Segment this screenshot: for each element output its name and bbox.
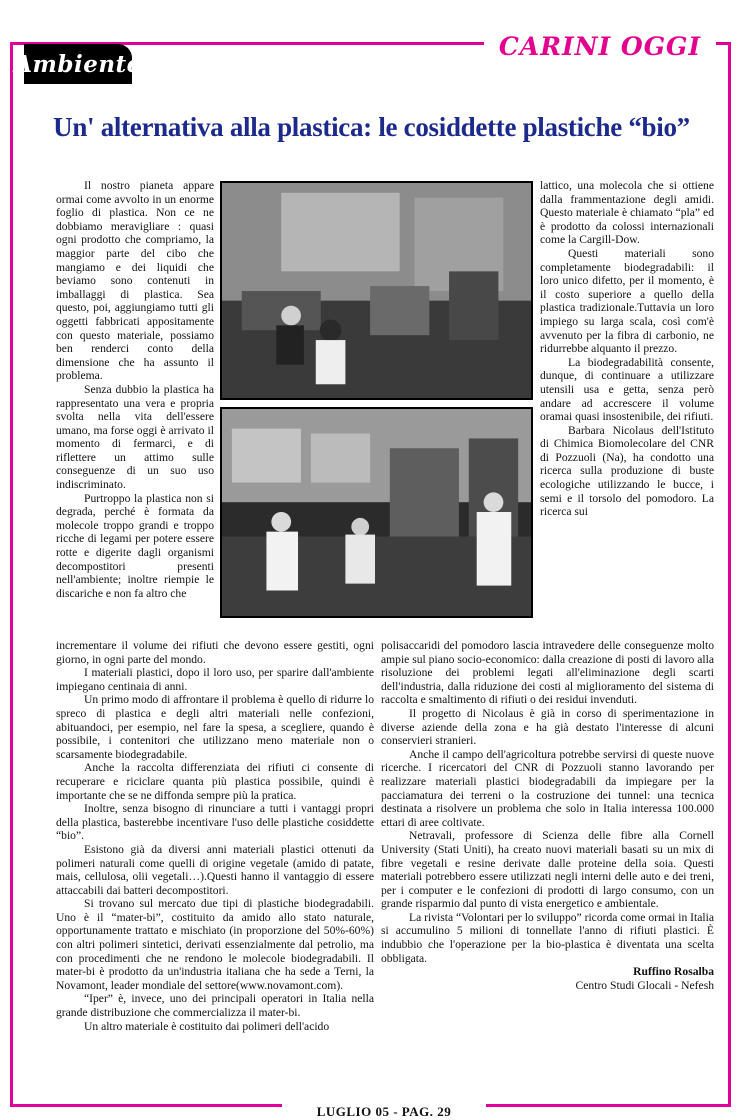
paragraph: Anche la raccolta differenziata dei rifiuti ci consente di recuperare e riciclare quanta più plastica possibile, quindi è importante che se ne diffonda sempre più la pratica. bbox=[56, 761, 374, 802]
section-label bbox=[14, 44, 142, 84]
article-column-left bbox=[56, 179, 214, 600]
article-column-bottom-left bbox=[56, 639, 374, 1033]
lab-photo-bottom bbox=[220, 407, 533, 618]
paragraph: Questi materiali sono completamente biodegradabili: il loro unico difetto, per il momento, è il costo superiore a quello della plastica tradizionale.Tuttavia un loro impiego su larga scala, così com'è avvenuto per la fibra di carbonio, ne ridurrebbe alquanto il prezzo. bbox=[540, 246, 714, 356]
paragraph: Purtroppo la plastica non si degrada, perché è formata da molecole troppo grandi e troppo ricche di legami per potere essere rotte e digerite dagli organismi decompostitori presenti nell'ambiente; inoltre riempie le discariche e non fa altro che bbox=[56, 491, 214, 600]
paragraph: Inoltre, senza bisogno di rinunciare a tutti i vantaggi propri della plastica, basterebbe incentivare l'uso delle plastiche cosiddette “bio”. bbox=[56, 802, 374, 843]
page-footer: LUGLIO 05 - PAG. 29 bbox=[282, 1103, 486, 1120]
paragraph: Senza dubbio la plastica ha rappresentato una vera e propria svolta nella vita dell'essere umano, ma forse oggi è arrivato il momento di fermarci, e di riflettere un attimo sulle conseguenze di un suo uso indiscriminato. bbox=[56, 382, 214, 492]
paragraph: “Iper” è, invece, uno dei principali operatori in Italia nella grande distribuzione che commercializza il mater-bi. bbox=[56, 992, 374, 1020]
section-label-text: Ambiente bbox=[14, 50, 142, 78]
paragraph: Anche il campo dell'agricoltura potrebbe servirsi di queste nuove ricerche. I ricercatori del CNR di Pozzuoli stanno lavorando per realizzare materiali plastici biodegradabili da impiegare per la pacciamatura dei terreni o la costruzione dei tunnel: una tecnica destinata a risolvere un problema che solo in Italia interessa 100.000 ettari di aree coltivate. bbox=[381, 747, 714, 829]
paragraph: incrementare il volume dei rifiuti che devono essere gestiti, ogni giorno, in ogni parte del mondo. bbox=[56, 639, 374, 666]
paragraph: Si trovano sul mercato due tipi di plastiche biodegradabili. Uno è il “mater-bi”, costituito da amido allo stato naturale, opportunamente trattato e mischiato (in proporzione del 50%-60%) con altri polimeri sintetici, derivati essenzialmente dal petrolio, ma con procedimenti che ne rendono le molecole biodegradabili. Il mater-bi è prodotto da un'industria italiana che ha sede a Terni, la Novamont, leader mondiale del settore(www.novamont.com). bbox=[56, 897, 374, 992]
paragraph: Il nostro pianeta appare ormai come avvolto in un enorme foglio di plastica. Non ce ne dobbiamo meravigliare : quasi ogni prodotto che compriamo, la maggior parte del cibo che mangiamo e dei liquidi che beviamo sono contenuti in imballaggi di plastica. Sea questo, poi, aggiungiamo tutti gli oggetti fabbricati appositamente con questo materiale, possiamo ben renderci conto della dimensione che ha assunto il problema. bbox=[56, 179, 214, 383]
article-headline: Un' alternativa alla plastica: le cosiddette plastiche “bio” bbox=[53, 112, 690, 142]
paragraph: Un primo modo di affrontare il problema è quello di ridurre lo spreco di plastica e degli altri materiali nelle confezioni, abituandoci, per esempio, nel fare la spesa, a scegliere, quando è possibile, i contenitori che utilizzano meno materiale non o scarsamente biodegradabile. bbox=[56, 693, 374, 761]
paragraph: La biodegradabilità consente, dunque, di continuare a utilizzare utensili usa e getta, senza però andare ad accrescere il volume oramai quasi insostenibile, dei rifiuti. bbox=[540, 355, 714, 424]
paragraph: Il progetto di Nicolaus è già in corso di sperimentazione in diverse aziende della zona e ha già destato l'interesse di alcuni conservieri stranieri. bbox=[381, 706, 714, 748]
lab-photo-top bbox=[220, 181, 533, 400]
paragraph: I materiali plastici, dopo il loro uso, per sparire dall'ambiente impiegano centinaia di anni. bbox=[56, 666, 374, 693]
author-organization: Centro Studi Glocali - Nefesh bbox=[575, 978, 714, 992]
paragraph: lattico, una molecola che si ottiene dalla frammentazione degli amidi. Questo materiale è chiamato “pla” ed è prodotto da colossi internazionali come la Cargill-Dow. bbox=[540, 179, 714, 247]
author-name: Ruffino Rosalba bbox=[633, 965, 714, 979]
paragraph: Esistono già da diversi anni materiali plastici ottenuti da polimeri naturali come quelli di origine vegetale (amido di patate, mais, cellulosa, olii vegetali…).Questi hanno il vantaggio di essere attaccabili dai batteri decompostitori. bbox=[56, 842, 374, 897]
paragraph: La rivista “Volontari per lo sviluppo” ricorda come ormai in Italia si accumulino 5 milioni di tonnellate l'anno di rifiuti plastici. È indubbio che l'operazione per la bio-plastica è diventata una scelta obbligata. bbox=[381, 910, 714, 965]
paragraph: Netravali, professore di Scienza delle fibre alla Cornell University (Stati Uniti), ha creato nuovi materiali basati su un mix di fibre vegetali e resine derivate dalle proteine della soia. Questi materiali potrebbero essere utilizzati negli interni delle auto e dei treni, per i computer e le confezioni di prodotti di largo consumo, con un grande risparmio dal punto di vista energetico e ambientale. bbox=[381, 829, 714, 911]
article-column-bottom-right bbox=[381, 639, 714, 992]
paragraph: Un altro materiale è costituito dai polimeri dell'acido bbox=[84, 1019, 330, 1033]
article-column-right bbox=[540, 179, 714, 519]
paragraph: Barbara Nicolaus dell'Istituto di Chimica Biomolecolare del CNR di Pozzuoli (Na), ha condotto una ricerca sulla produzione di buste ecologiche utilizzando le bucce, i semi e il torsolo del pomodoro. La ricerca sui bbox=[540, 423, 714, 519]
masthead: CARINI OGGI bbox=[484, 30, 716, 64]
paragraph: polisaccaridi del pomodoro lascia intravedere delle conseguenze molto ampie sul piano socio-economico: dalla creazione di posti di lavoro alla risoluzione dei problemi legati all'eliminazione degli scarti dell'industria, dalla riduzione dei costi al miglioramento del sistema di raccolta e smaltimento di rifiuti o dei residui invenduti. bbox=[381, 639, 714, 707]
